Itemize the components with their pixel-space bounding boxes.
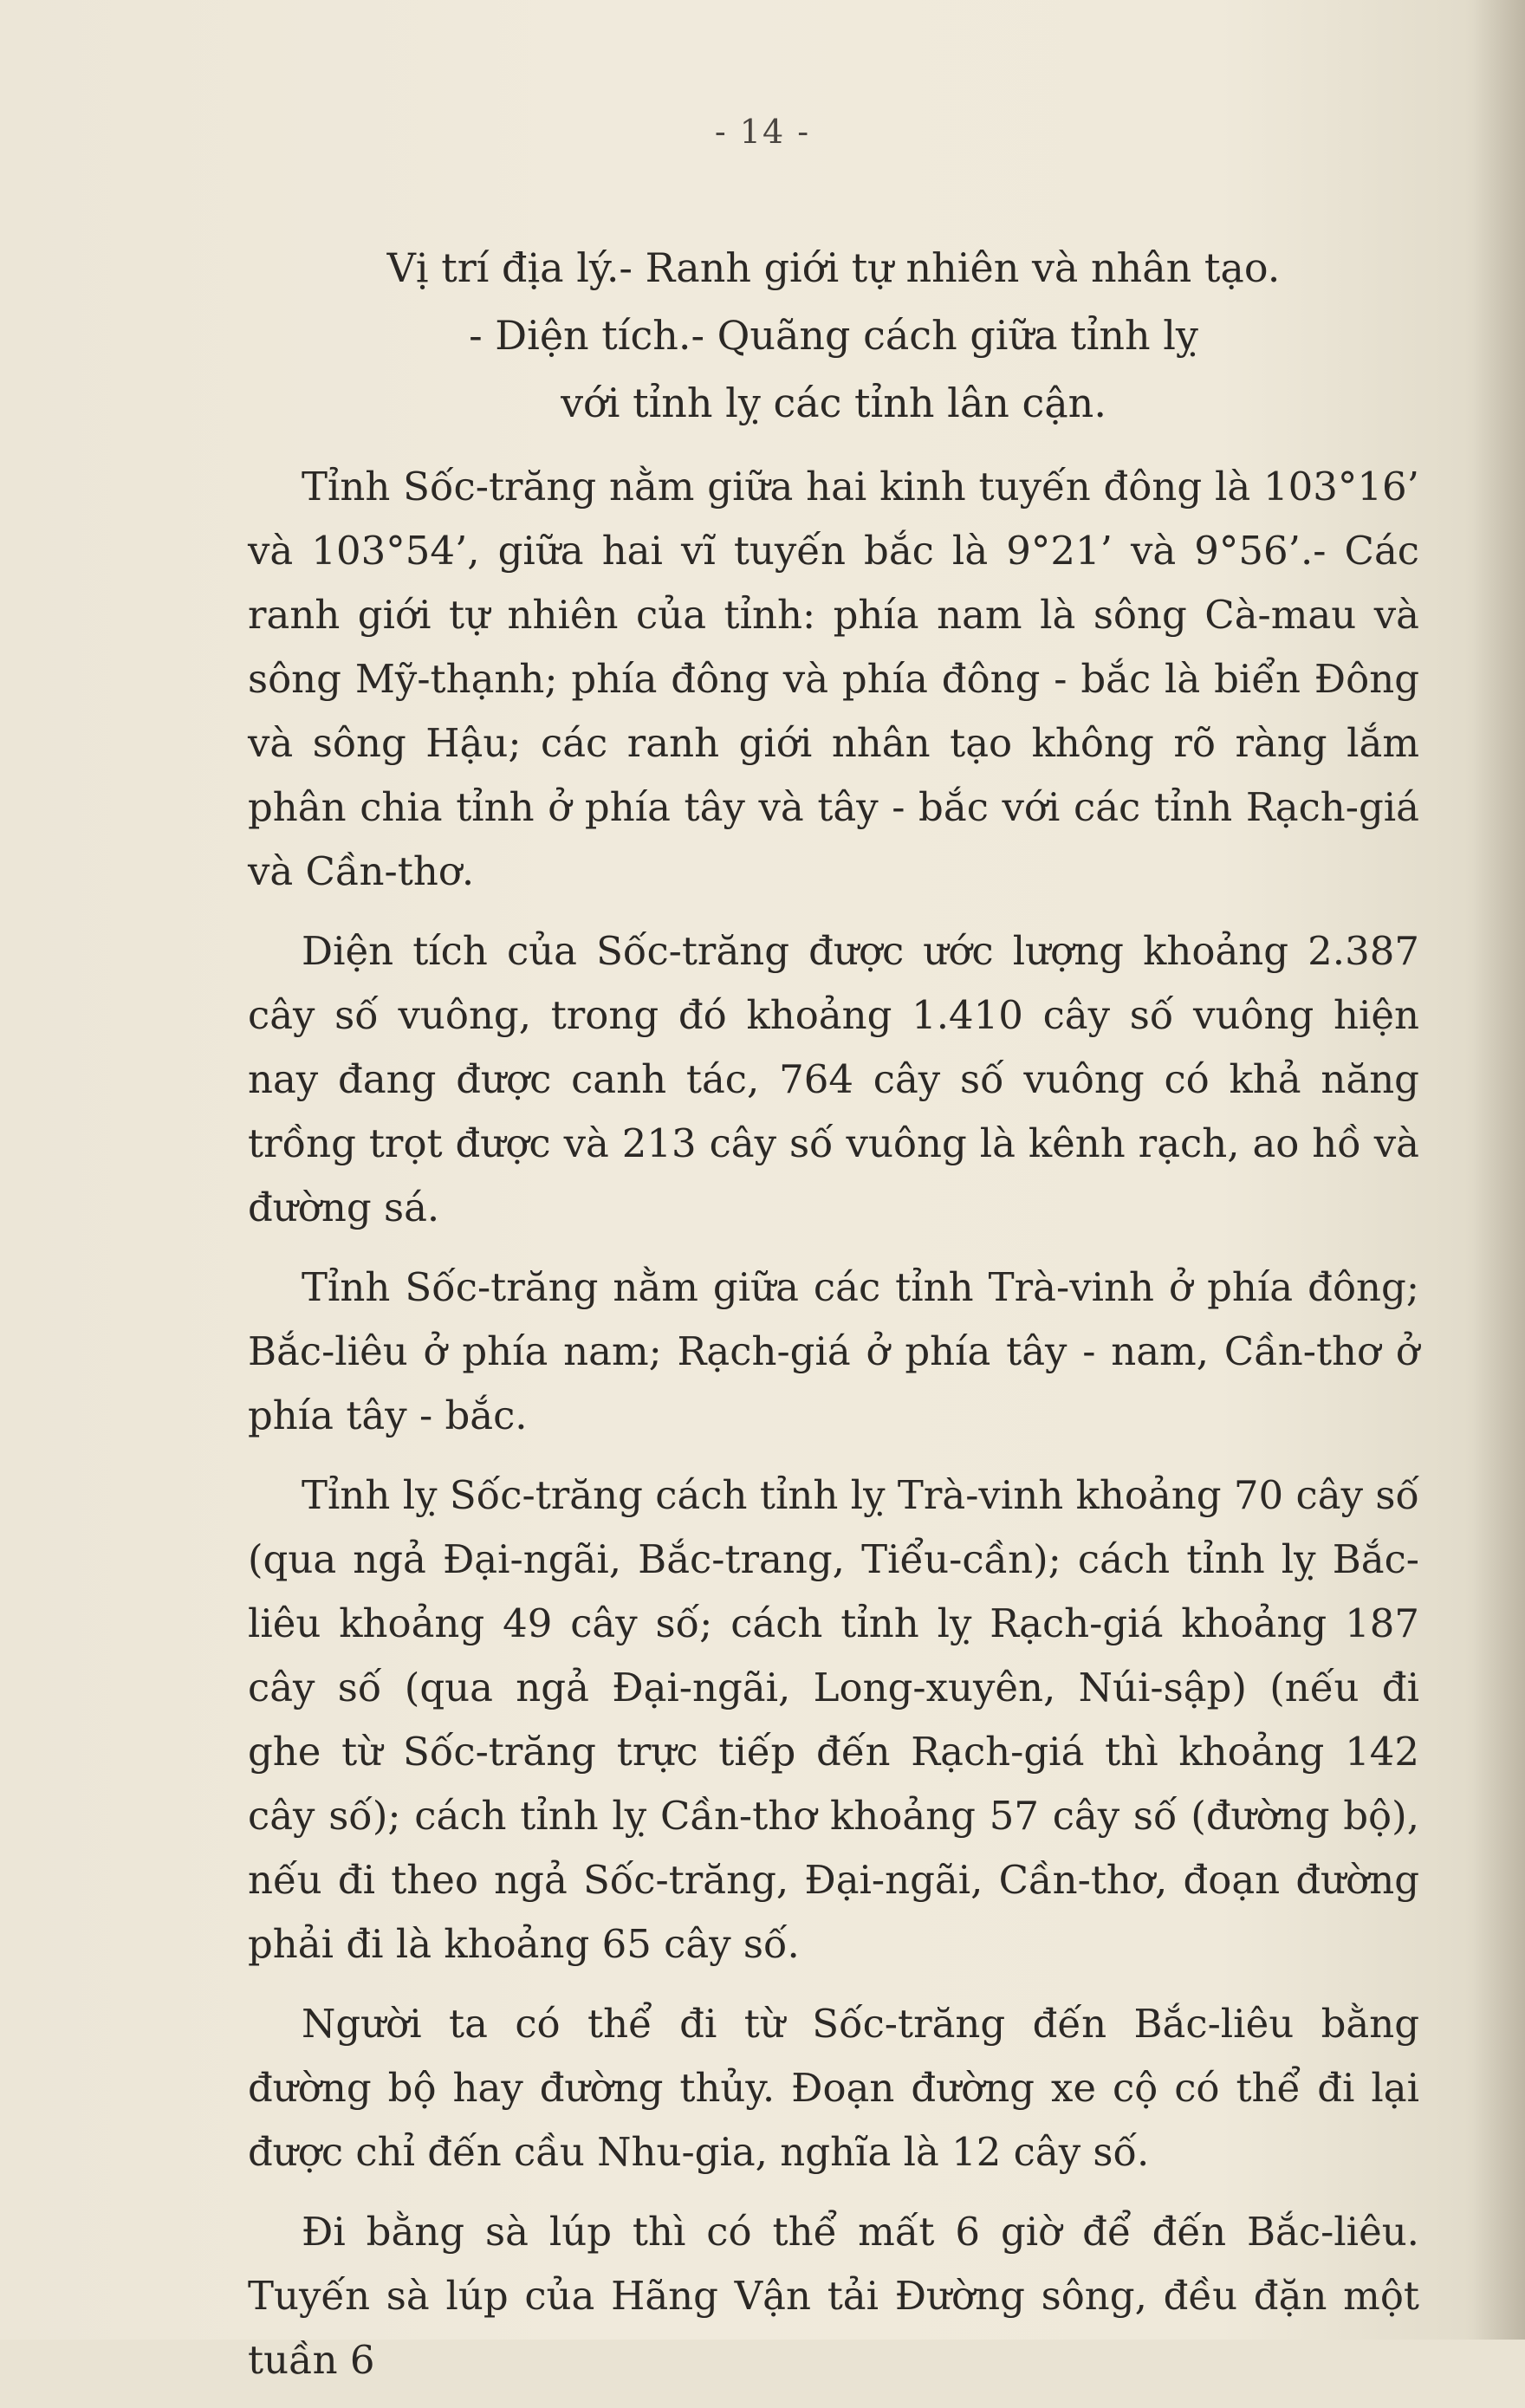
heading-line-1: Vị trí địa lý.- Ranh giới tự nhiên và nhân tạo.: [386, 244, 1281, 291]
page-number: - 14 -: [714, 113, 811, 151]
paragraph-launch: Đi bằng sà lúp thì có thể mất 6 giờ để đến Bắc-liêu. Tuyến sà lúp của Hãng Vận tải Đường sông, đều đặn một tuần 6: [248, 2209, 1419, 2383]
paragraph-neighbors: Tỉnh Sốc-trăng nằm giữa các tỉnh Trà-vinh ở phía đông; Bắc-liêu ở phía nam; Rạch-giá ở phía tây - nam, Cần-thơ ở phía tây - bắc.: [248, 1264, 1419, 1438]
paragraph-distances: Tỉnh lỵ Sốc-trăng cách tỉnh lỵ Trà-vinh khoảng 70 cây số (qua ngả Đại-ngãi, Bắc-trang, Tiểu-cần); cách tỉnh lỵ Bắc-liêu khoảng 49 cây số; cách tỉnh lỵ Rạch-giá khoảng 187 cây số (qua ngả Đại-ngãi, Long-xuyên, Núi-sập) (nếu đi ghe từ Sốc-trăng trực tiếp đến Rạch-giá thì khoảng 142 cây số); cách tỉnh lỵ Cần-thơ khoảng 57 cây số (đường bộ), nếu đi theo ngả Sốc-trăng, Đại-ngãi, Cần-thơ, đoạn đường phải đi là khoảng 65 cây số.: [248, 1472, 1419, 1967]
paragraph-routes: Người ta có thể đi từ Sốc-trăng đến Bắc-liêu bằng đường bộ hay đường thủy. Đoạn đường xe cộ có thể đi lại được chỉ đến cầu Nhu-gia, nghĩa là 12 cây số.: [248, 2001, 1419, 2175]
paragraph-area: Diện tích của Sốc-trăng được ước lượng khoảng 2.387 cây số vuông, trong đó khoảng 1.410 cây số vuông hiện nay đang được canh tác, 764 cây số vuông có khả năng trồng trọt được và 213 cây số vuông là kênh rạch, ao hồ và đường sá.: [248, 928, 1419, 1230]
paragraph-location: Tỉnh Sốc-trăng nằm giữa hai kinh tuyến đông là 103°16’ và 103°54’, giữa hai vĩ tuyến bắc là 9°21’ và 9°56’.- Các ranh giới tự nhiên của tỉnh: phía nam là sông Cà-mau và sông Mỹ-thạnh; phía đông và phía đông - bắc là biển Đông và sông Hậu; các ranh giới nhân tạo không rõ ràng lắm phân chia tỉnh ở phía tây và tây - bắc với các tỉnh Rạch-giá và Cần-thơ.: [248, 464, 1419, 894]
body-text: [248, 455, 1419, 2408]
section-heading: [248, 234, 1419, 437]
heading-line-3: với tỉnh lỵ các tỉnh lân cận.: [561, 380, 1106, 426]
heading-line-2: - Diện tích.- Quãng cách giữa tỉnh lỵ: [469, 312, 1198, 359]
page-edge-shadow: [1473, 0, 1525, 2340]
